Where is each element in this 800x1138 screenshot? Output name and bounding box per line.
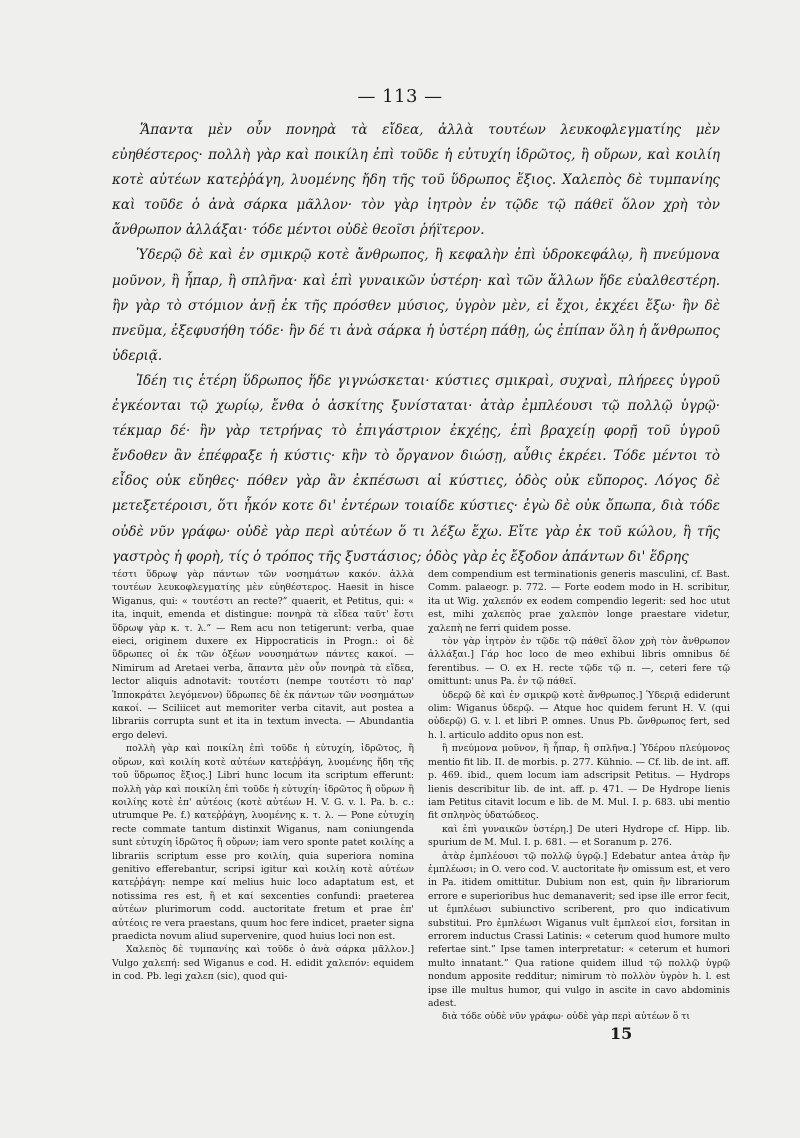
footnote-paragraph: τέστι ὕδρωψ γὰρ πάντων τῶν νοσημάτων κακόν. ἀλλὰ τουτέων λευκοφλεγματίης μὲν εὐηθέστερος. Haesit in hisce Wiganus, qui: « τουτέστι an recte?” quaerit, et Petitus, qui: « ita, inquit, emenda et distingue: πονηρὰ τὰ εἴδεα ταῦτ' ἔστι ὕδρωψ γὰρ κ. τ. λ.” — Rem acu non tetigerunt: verba, quae eieci, originem duxere ex Hippocraticis in Progn.: οἱ δὲ ὕδρωπες οἱ ἐκ τῶν ὀξέων νουσημάτων πάντες κακοί. — Nimirum ad Aretaei verba, ἅπαντα μὲν οὖν πονηρὰ τὰ εἴδεα, lector aliquis adnotavit: τουτέστι (nempe τουτέστι τὸ παρ' Ἱπποκράτει λεγόμενον) ὕδρωπες δὲ ἐκ πάντων τῶν νοσημάτων κακοί. — Sciliicet aut memoriter verba citavit, aut postea a librariis corrupta sunt et ita in textum invecta. — Abundantia ergo delevi. bbox=[112, 569, 414, 741]
footnote-paragraph: διὰ τόδε οὐδὲ νῦν γράφω· οὐδὲ γὰρ περὶ αὐτέων ὅ τι bbox=[442, 1011, 691, 1023]
footnote-paragraph: dem compendium est terminationis generis masculini, cf. Bast. Comm. palaeogr. p. 772. — Forte eodem modo in H. scribitur, ita ut Wig. χαλεπόν ex eodem compendio legerit: sed hoc utut est, mihi χαλεπὸς prae χαλεπὸν longe praestare videtur, χαλεπὴ ne ferri quidem posse. bbox=[428, 569, 730, 634]
footnote-paragraph: καὶ ἐπὶ γυναικῶν ὑστέρη.] De uteri Hydrope cf. Hipp. lib. spurium de M. Mul. I. p. 681. — et Soranum p. 276. bbox=[428, 823, 730, 849]
footnote-paragraph: πολλὴ γὰρ καὶ ποικίλη ἐπὶ τοῦδε ἡ εὐτυχίη, ἱδρῶτος, ἢ οὔρων, καὶ κοιλίη κοτὲ αὐτέων κατεῤῥάγη, λυομένης ἤδη τῆς τοῦ ὕδρωπος ἕξιος.] Libri hunc locum ita scriptum efferunt: πολλὴ γὰρ καὶ ποικίλη ἐπὶ τοῦδε ἡ εὐτυχίη· ἱδρῶτος ἢ οὔρων ἢ κοιλίης κοτὲ ἐπ' αὐτέοις (κοτὲ αὐτέων H. V. G. v. l. Pa. b. c.: utrumque Pe. f.) κατεῤῥάγη, λυομένης κ. τ. λ. — Pone εὐτυχίη recte commate tantum distinxit Wiganus, nam coniungenda sunt εὐτυχίη ἱδρῶτος ἢ οὔρων; iam vero sponte patet κοιλίης a librariis scriptum esse pro κοιλίη, quia superiora nomina genitivo efferebantur, scripsi igitur καὶ κοιλίη κοτὲ αὐτέων κατεῤῥάγη: nempe καί melius huic loco adaptatum est, et notissima res est, ἢ et καί sexcenties confundi: praeterea αὐτέων plurimorum codd. auctoritate fretum et prae ἐπ' αὐτέοις re vera praestans, quum hoc fere indicet, praeter signa praedicta novum aliud supervenire, quod huius loci non est. bbox=[112, 743, 414, 942]
greek-main-text bbox=[112, 118, 720, 570]
footnote-paragraph: ἀτὰρ ἐμπλέουσι τῷ πολλῷ ὑγρῷ.] Edebatur antea ἀτὰρ ἢν ἐμπλέωσι; in O. vero cod. V. auctoritate ἢν omissum est, et vero in Pa. itidem omittitur. Dubium non est, quin ἢν librariorum errore e superioribus huc demanaverit; sed ipse ille error fecit, ut ἐμπλέωσι subiunctivo scriberent, pro quo indicativum substitui. Pro ἐμπλέωσι Wiganus vult ἐμπλεοί εἰσι, forsitan in errorem inductus Crassi Latinis: « ceterum quod humore multo refertae sint.” Ipse tamen interpretatur: « ceterum et humori multo innatant.” Qua ratione quidem illud τῷ πολλῷ ὑγρῷ nondum apposite redditur; nimirum τὸ πολλὸν ὑγρὸν h. l. est ipse ille multus humor, qui vulgo in ascite in cavo abdominis adest. bbox=[428, 850, 730, 1009]
footnote-paragraph: ὑδερῷ δὲ καὶ ἐν σμικρῷ κοτὲ ἄνθρωπος.] Ὑδεριᾷ ediderunt olim: Wiganus ὑδερῷ. — Atque hoc quidem ferunt H. V. (qui οὐδερῷ) G. v. l. et libri P. omnes. Unus Pb. ὤνθρωπος fert, sed h. l. articulo addito opus non est. bbox=[428, 689, 730, 741]
signature-mark: 15 bbox=[610, 1024, 633, 1043]
page-number-header: — 113 — bbox=[357, 86, 443, 107]
footnotes bbox=[112, 568, 730, 1024]
footnote-paragraph: ἢ πνεύμονα μοῦνον, ἢ ἧπαρ, ἢ σπλῆνα.] Ὑδέρου πλεύμονος mentio fit lib. II. de morbis. p. 277. Kühnio. — Cf. lib. de int. aff. p. 469. ibid., quem locum iam adscripsit Petitus. — Hydrops lienis describitur lib. de int. aff. p. 471. — De Hydrope lienis iam Petitus citavit locum e lib. de M. Mul. I. p. 683. ubi mentio fit σπληνὸς ὑδατώδεος. bbox=[428, 743, 730, 822]
footnote-paragraph: τὸν γὰρ ἰητρὸν ἐν τῷδε τῷ πάθεϊ ὅλον χρὴ τὸν ἄνθρωπον ἀλλάξαι.] Γάρ hoc loco de meo exhibui libris omnibus δέ ferentibus. — O. ex H. recte τῷδε τῷ π. —, ceteri fere τῷ omittunt: unus Pa. ἐν τῷ πάθεϊ. bbox=[428, 636, 730, 688]
footnote-paragraph: Χαλεπὸς δὲ τυμπανίης καὶ τοῦδε ὁ ἀνὰ σάρκα μᾶλλον.] Vulgo χαλεπή: sed Wiganus e cod. H. edidit χαλεπόν: equidem in cod. Pb. legi χαλεπ (sic), quod qui- bbox=[112, 944, 414, 983]
footnotes-right-column bbox=[428, 568, 730, 1024]
greek-paragraph: Ἰδέη τις ἑτέρη ὕδρωπος ἥδε γιγνώσκεται· κύστιες σμικραὶ, συχναὶ, πλήρεες ὑγροῦ ἐγκέονται τῷ χωρίῳ, ἔνθα ὁ ἀσκίτης ξυνίσταται· ἀτὰρ ἐμπλέουσι τῷ πολλῷ ὑγρῷ· τέκμαρ δέ· ἢν γὰρ τετρήνας τὸ ἐπιγάστριον ἐκχέῃς, ἐπὶ βραχείῃ φορῇ τοῦ ὑγροῦ ἔνδοθεν ἂν ἐπέφραξε ἡ κύστις· κἢν τὸ ὄργανον διώσῃ, αὖθις ἐκρέει. Τόδε μέντοι τὸ εἶδος οὐκ εὔηθες· πόθεν γὰρ ἂν ἐκπέσωσι αἱ κύστιες, ὁδὸς οὐκ εὔπορος. Λόγος δὲ μετεξετέροισι, ὅτι ἧκόν κοτε δι' ἐντέρων τοιαίδε κύστιες· ἐγὼ δὲ οὐκ ὄπωπα, διὰ τόδε οὐδὲ νῦν γράφω· οὐδὲ γὰρ περὶ αὐτέων ὅ τι λέξω ἔχω. Εἴτε γὰρ ἐκ τοῦ κώλου, ἢ τῆς γαστρὸς ἡ φορὴ, τίς ὁ τρόπος τῆς ξυστάσιος; ὁδὸς γὰρ ἐς ἔξοδον ἁπάντων δι' ἕδρης bbox=[112, 372, 720, 565]
greek-paragraph: Ἅπαντα μὲν οὖν πονηρὰ τὰ εἴδεα, ἀλλὰ τουτέων λευκοφλεγματίης μὲν εὐηθέστερος· πολλὴ γὰρ καὶ ποικίλη ἐπὶ τοῦδε ἡ εὐτυχίη ἱδρῶτος, ἢ οὔρων, καὶ κοιλίη κοτὲ αὐτέων κατεῤῥάγη, λυομένης ἤδη τῆς τοῦ ὕδρωπος ἕξιος. Χαλεπὸς δὲ τυμπανίης καὶ τοῦδε ὁ ἀνὰ σάρκα μᾶλλον· τὸν γὰρ ἰητρὸν ἐν τῷδε τῷ πάθεϊ ὅλον χρὴ τὸν ἄνθρωπον ἀλλάξαι· τόδε μέντοι οὐδὲ θεοῖσι ῥήϊτερον. bbox=[112, 122, 720, 239]
greek-paragraph: Ὑδερῷ δὲ καὶ ἐν σμικρῷ κοτὲ ἄνθρωπος, ἢ κεφαλὴν ἐπὶ ὑδροκεφάλῳ, ἢ πνεύμονα μοῦνον, ἢ ἧπαρ, ἢ σπλῆνα· καὶ ἐπὶ γυναικῶν ὑστέρη· καὶ τῶν ἄλλων ἥδε εὐαλθεστέρη. ἢν γὰρ τὸ στόμιον ἀνῇ ἐκ τῆς πρόσθεν μύσιος, ὑγρὸν μὲν, εἰ ἔχοι, ἐκχέει ἔξω· ἢν δὲ πνεῦμα, ἐξεφυσήθη τόδε· ἢν δέ τι ἀνὰ σάρκα ἡ ὑστέρη πάθῃ, ὡς ἐπίπαν ὅλη ἡ ἄνθρωπος ὑδεριᾷ. bbox=[112, 247, 720, 364]
footnotes-left-column bbox=[112, 568, 414, 1024]
